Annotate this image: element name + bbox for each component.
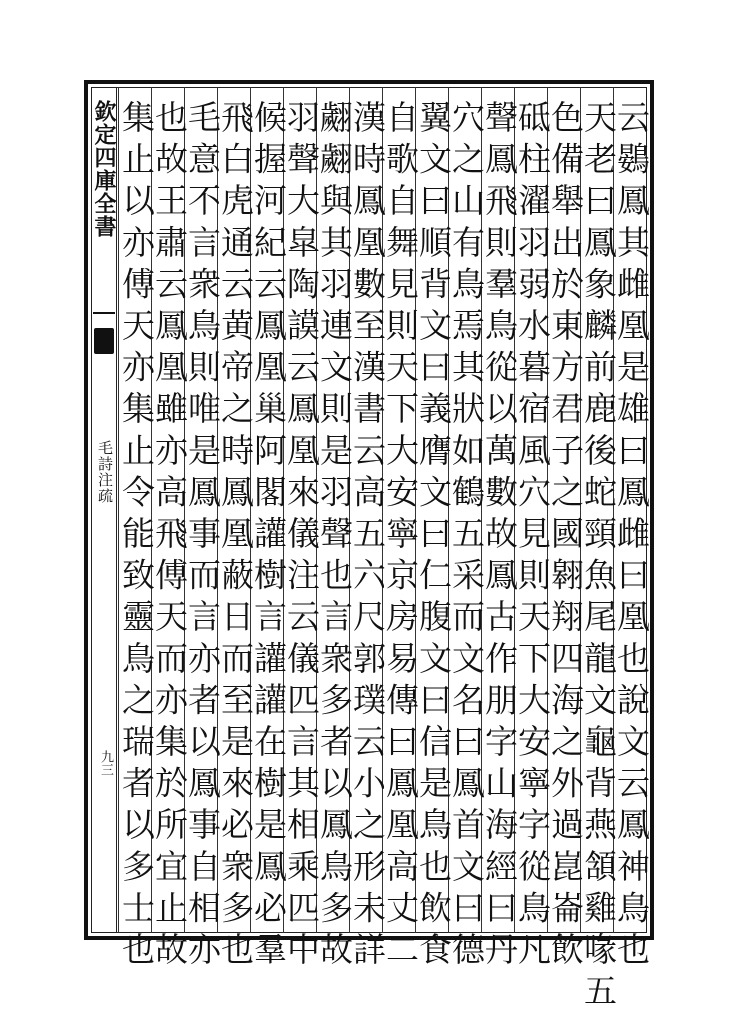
margin-divider (93, 312, 115, 314)
book-title: 毛詩注疏 (96, 440, 114, 504)
text-column: 天老曰鳳象麟前鹿後蛇頸魚尾龍文龜背燕頷雞喙五 (579, 100, 618, 1016)
text-column: 砥柱濯羽弱水暮宿風穴見則天下大安寧字從鳥凡 (513, 100, 552, 974)
fish-tail-mark-icon (94, 328, 114, 354)
collection-title: 欽定四庫全書 (91, 100, 117, 238)
text-column: 毛意不言衆鳥則唯是鳳事而言亦者以鳳事自相亦 (183, 100, 222, 974)
text-column: 漢時鳳凰數至漢書云高五六尺郭璞云小之形未詳 (348, 100, 387, 974)
text-column: 候握河紀云鳳凰巢阿閣讙樹言讙讙在樹是鳳必羣 (249, 100, 288, 974)
text-column: 色備舉出於東方君子之國翱翔四海之外過崑崙飲 (546, 100, 585, 974)
text-column: 自歌自舞見則天下大安寧京房易傳曰鳳凰高丈二 (381, 100, 420, 974)
text-column: 聲鳳飛則羣鳥從以萬數故鳳古作朋字山海經曰丹 (480, 100, 519, 974)
text-column: 飛白虎通云黄帝之時鳳凰蔽日而至是來必衆多也 (216, 100, 255, 974)
text-column: 集止以亦傅天亦集止令能致靈鳥之瑞者以多士也 (117, 100, 156, 974)
text-column: 翽翽與其羽連文則是羽聲也言衆多者以鳳鳥多故 (315, 100, 354, 974)
text-column: 羽聲大皐陶謨云鳳凰來儀注云儀匹言其相乘匹中 (282, 100, 321, 974)
page-number: 九三 (98, 750, 113, 776)
text-column: 翼文曰順背文曰義膺文曰仁腹文曰信是鳥也飲食 (414, 100, 453, 974)
text-column: 也故王肅云鳳凰雖亦高飛傅天而亦集於所宜止故 (150, 100, 189, 974)
text-column: 云鷃鳳其雌凰是雄曰鳳雌曰凰也說文云鳳神鳥也 (612, 100, 651, 974)
text-column: 穴之山有鳥焉其狀如鶴五采而文名曰鳳首文曰德 (447, 100, 486, 974)
